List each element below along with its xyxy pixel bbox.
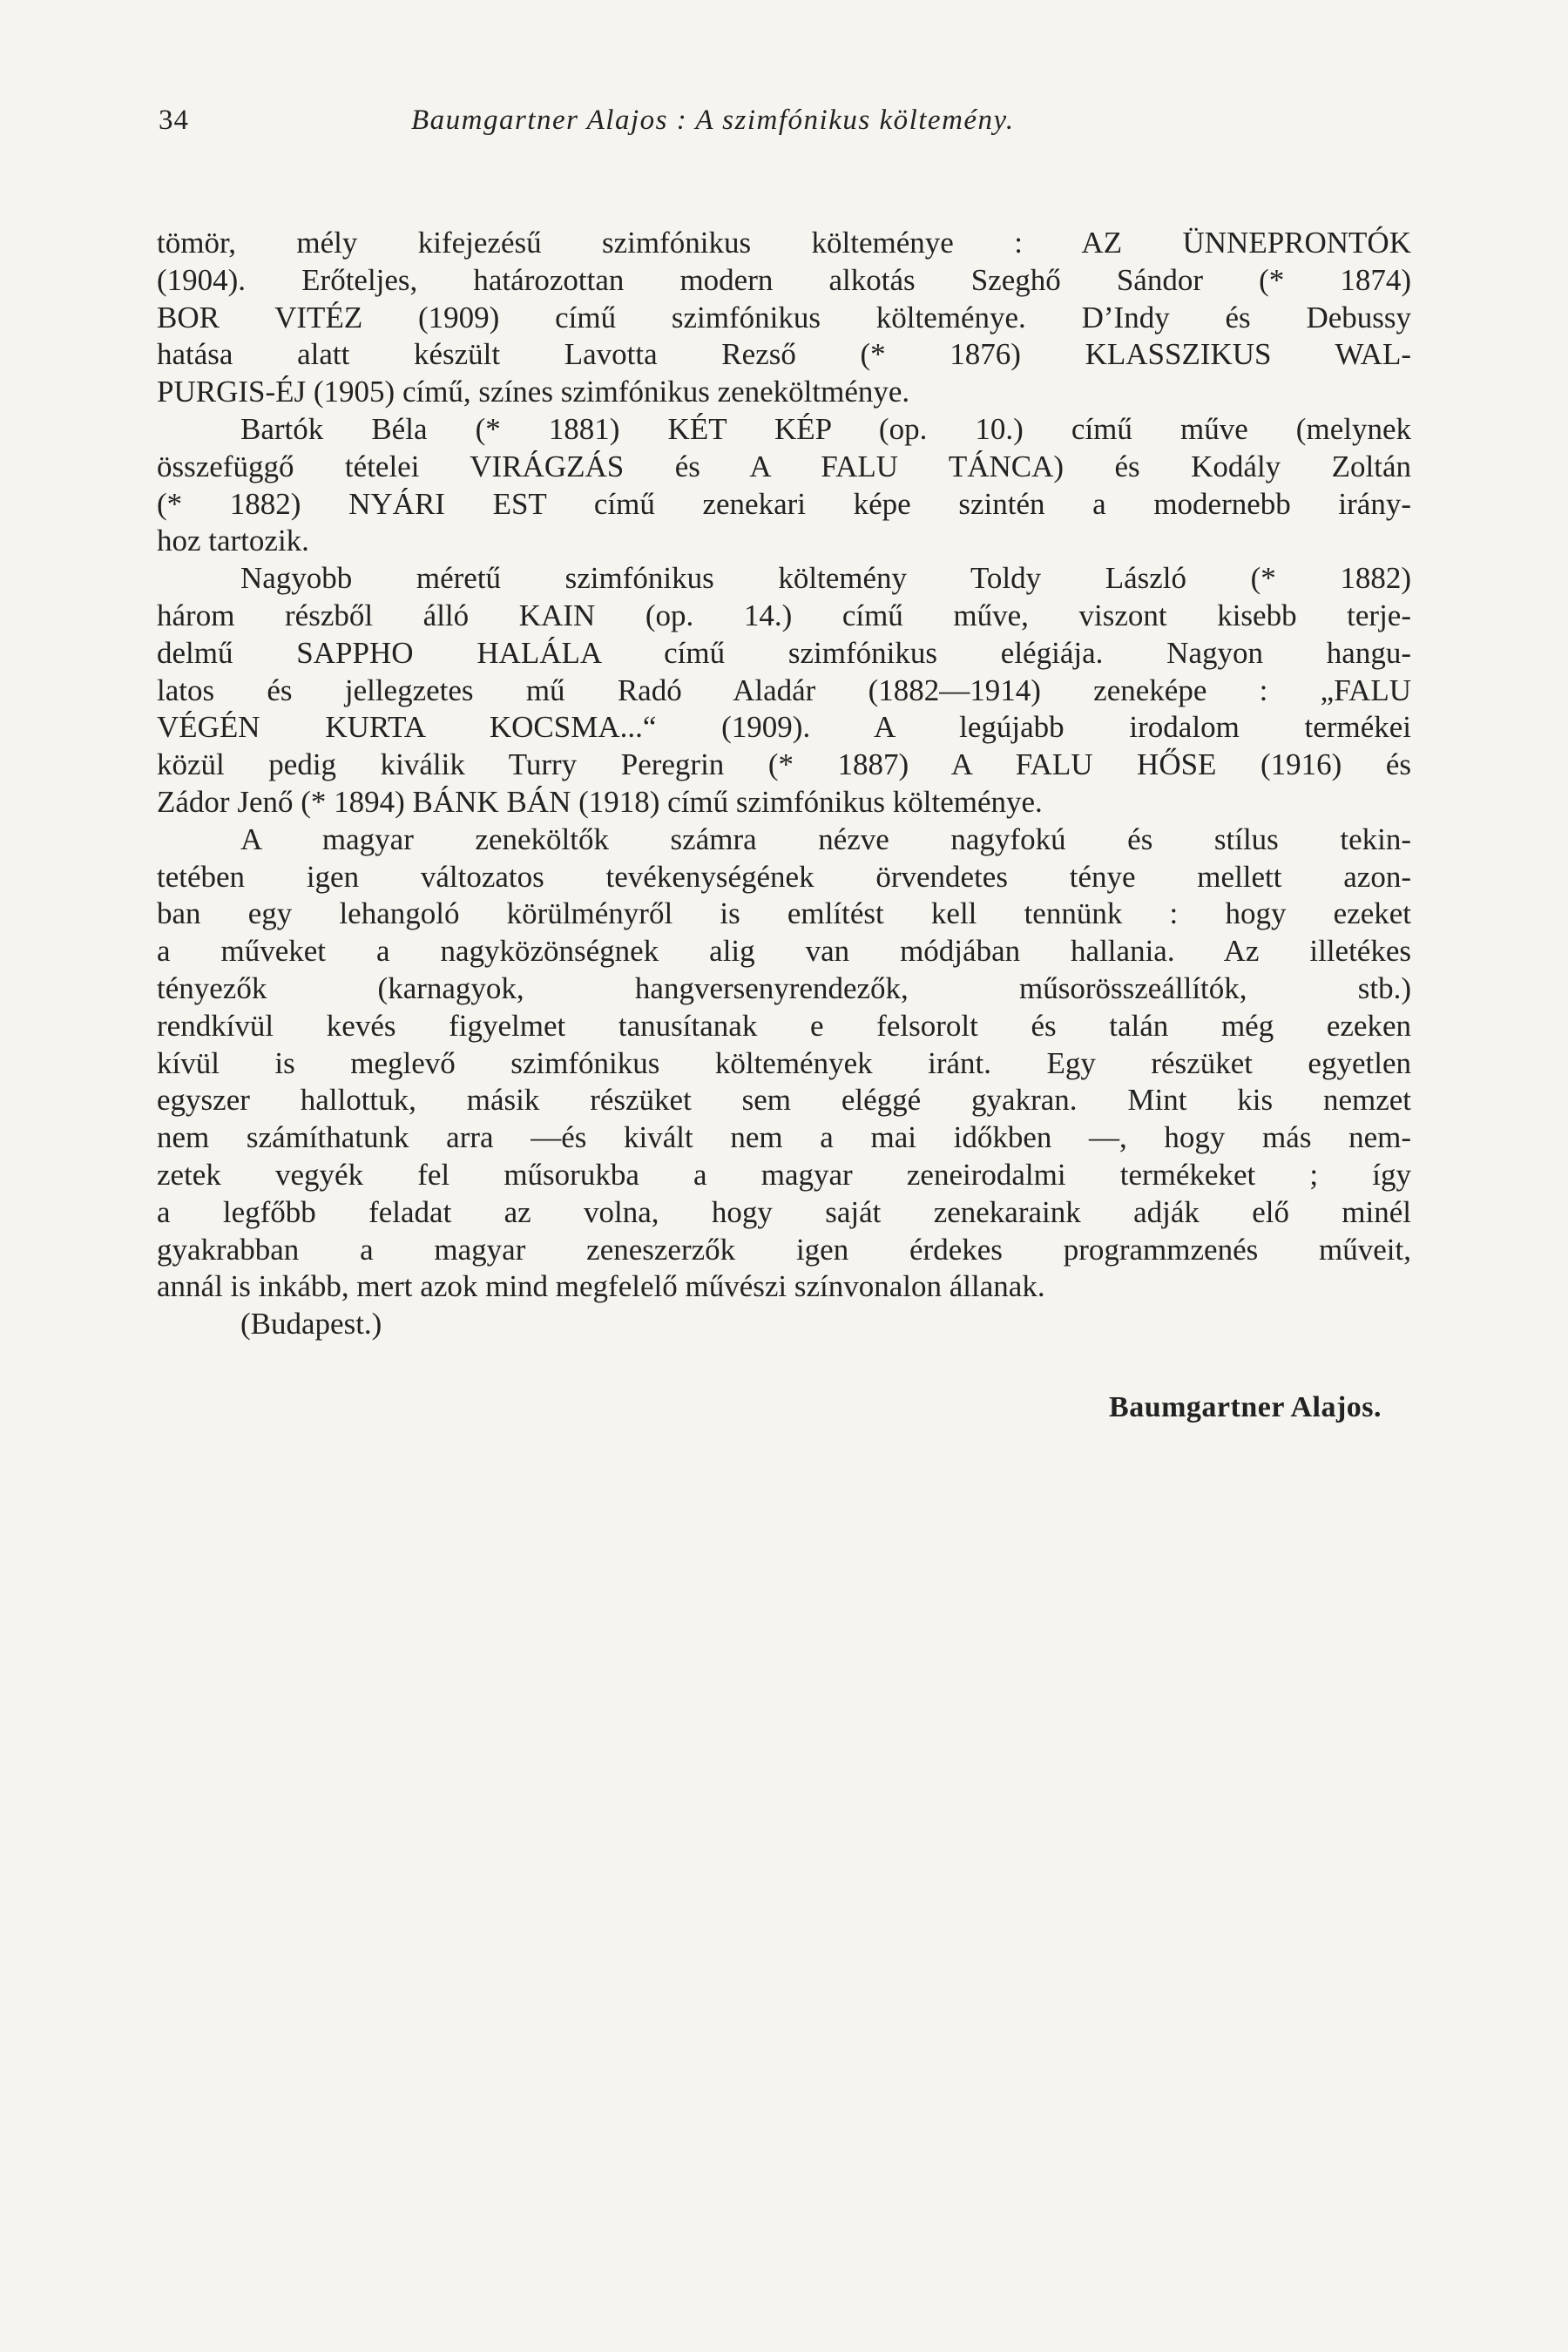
text-line: delmű SAPPHO HALÁLA című szimfónikus elégiája. Nagyon hangu- bbox=[157, 635, 1411, 670]
text-line: Zádor Jenő (* 1894) BÁNK BÁN (1918) című szimfónikus költeménye. bbox=[157, 784, 1043, 819]
text-line: gyakrabban a magyar zeneszerzők igen érdekes programmzenés műveit, bbox=[157, 1232, 1411, 1267]
text-line: latos és jellegzetes mű Radó Aladár (1882—1914) zeneképe : „FALU bbox=[157, 672, 1411, 707]
text-line: kívül is meglevő szimfónikus költemények iránt. Egy részüket egyetlen bbox=[157, 1045, 1411, 1080]
text-line: PURGIS-ÉJ (1905) című, színes szimfónikus zeneköltménye. bbox=[157, 375, 910, 409]
running-title: Baumgartner Alajos : A szimfónikus költemény. bbox=[411, 105, 1015, 136]
text-line: (* 1882) NYÁRI EST című zenekari képe szintén a modernebb irány- bbox=[157, 486, 1411, 521]
text-line: a legfőbb feladat az volna, hogy saját zenekaraink adják elő minél bbox=[157, 1194, 1411, 1229]
text-line: három részből álló KAIN (op. 14.) című műve, viszont kisebb terje- bbox=[157, 598, 1411, 632]
author-signature: Baumgartner Alajos. bbox=[1109, 1391, 1382, 1423]
text-line: VÉGÉN KURTA KOCSMA...“ (1909). A legújabb irodalom termékei bbox=[157, 710, 1411, 745]
page-number: 34 bbox=[159, 105, 189, 136]
text-line: tömör, mély kifejezésű szimfónikus költeménye : AZ ÜNNEPRONTÓK bbox=[157, 226, 1411, 260]
text-line: tényezők (karnagyok, hangversenyrendezők, műsorösszeállítók, stb.) bbox=[157, 970, 1411, 1005]
text-line: (1904). Erőteljes, határozottan modern alkotás Szeghő Sándor (* 1874) bbox=[157, 262, 1411, 297]
text-line: hoz tartozik. bbox=[157, 524, 309, 558]
text-line: ban egy lehangoló körülményről is említést kell tennünk : hogy ezeket bbox=[157, 896, 1411, 931]
body-text bbox=[157, 225, 1411, 1343]
text-line: Bartók Béla (* 1881) KÉT KÉP (op. 10.) című műve (melynek bbox=[240, 411, 1411, 446]
text-line: annál is inkább, mert azok mind megfelelő művészi színvonalon állanak. bbox=[157, 1269, 1045, 1304]
text-line: Nagyobb méretű szimfónikus költemény Toldy László (* 1882) bbox=[240, 561, 1411, 596]
text-line: egyszer hallottuk, másik részüket sem eléggé gyakran. Mint kis nemzet bbox=[157, 1083, 1411, 1118]
text-line: hatása alatt készült Lavotta Rezső (* 1876) KLASSZIKUS WAL- bbox=[157, 337, 1411, 372]
text-line: tetében igen változatos tevékenységének örvendetes ténye mellett azon- bbox=[157, 859, 1411, 894]
text-line: a műveket a nagyközönségnek alig van módjában hallania. Az illetékes bbox=[157, 934, 1411, 969]
text-line: zetek vegyék fel műsorukba a magyar zeneirodalmi termékeket ; így bbox=[157, 1157, 1411, 1192]
text-line: BOR VITÉZ (1909) című szimfónikus költeménye. D’Indy és Debussy bbox=[157, 300, 1411, 335]
text-line: közül pedig kiválik Turry Peregrin (* 1887) A FALU HŐSE (1916) és bbox=[157, 747, 1411, 782]
text-line: nem számíthatunk arra —és kivált nem a mai időkben —, hogy más nem- bbox=[157, 1120, 1411, 1155]
text-line: rendkívül kevés figyelmet tanusítanak e felsorolt és talán még ezeken bbox=[157, 1008, 1411, 1043]
text-line: összefüggő tételei VIRÁGZÁS és A FALU TÁNCA) és Kodály Zoltán bbox=[157, 449, 1411, 483]
running-header bbox=[159, 105, 1413, 157]
place-note: (Budapest.) bbox=[240, 1307, 382, 1342]
text-line: A magyar zeneköltők számra nézve nagyfokú és stílus tekin- bbox=[240, 821, 1411, 856]
